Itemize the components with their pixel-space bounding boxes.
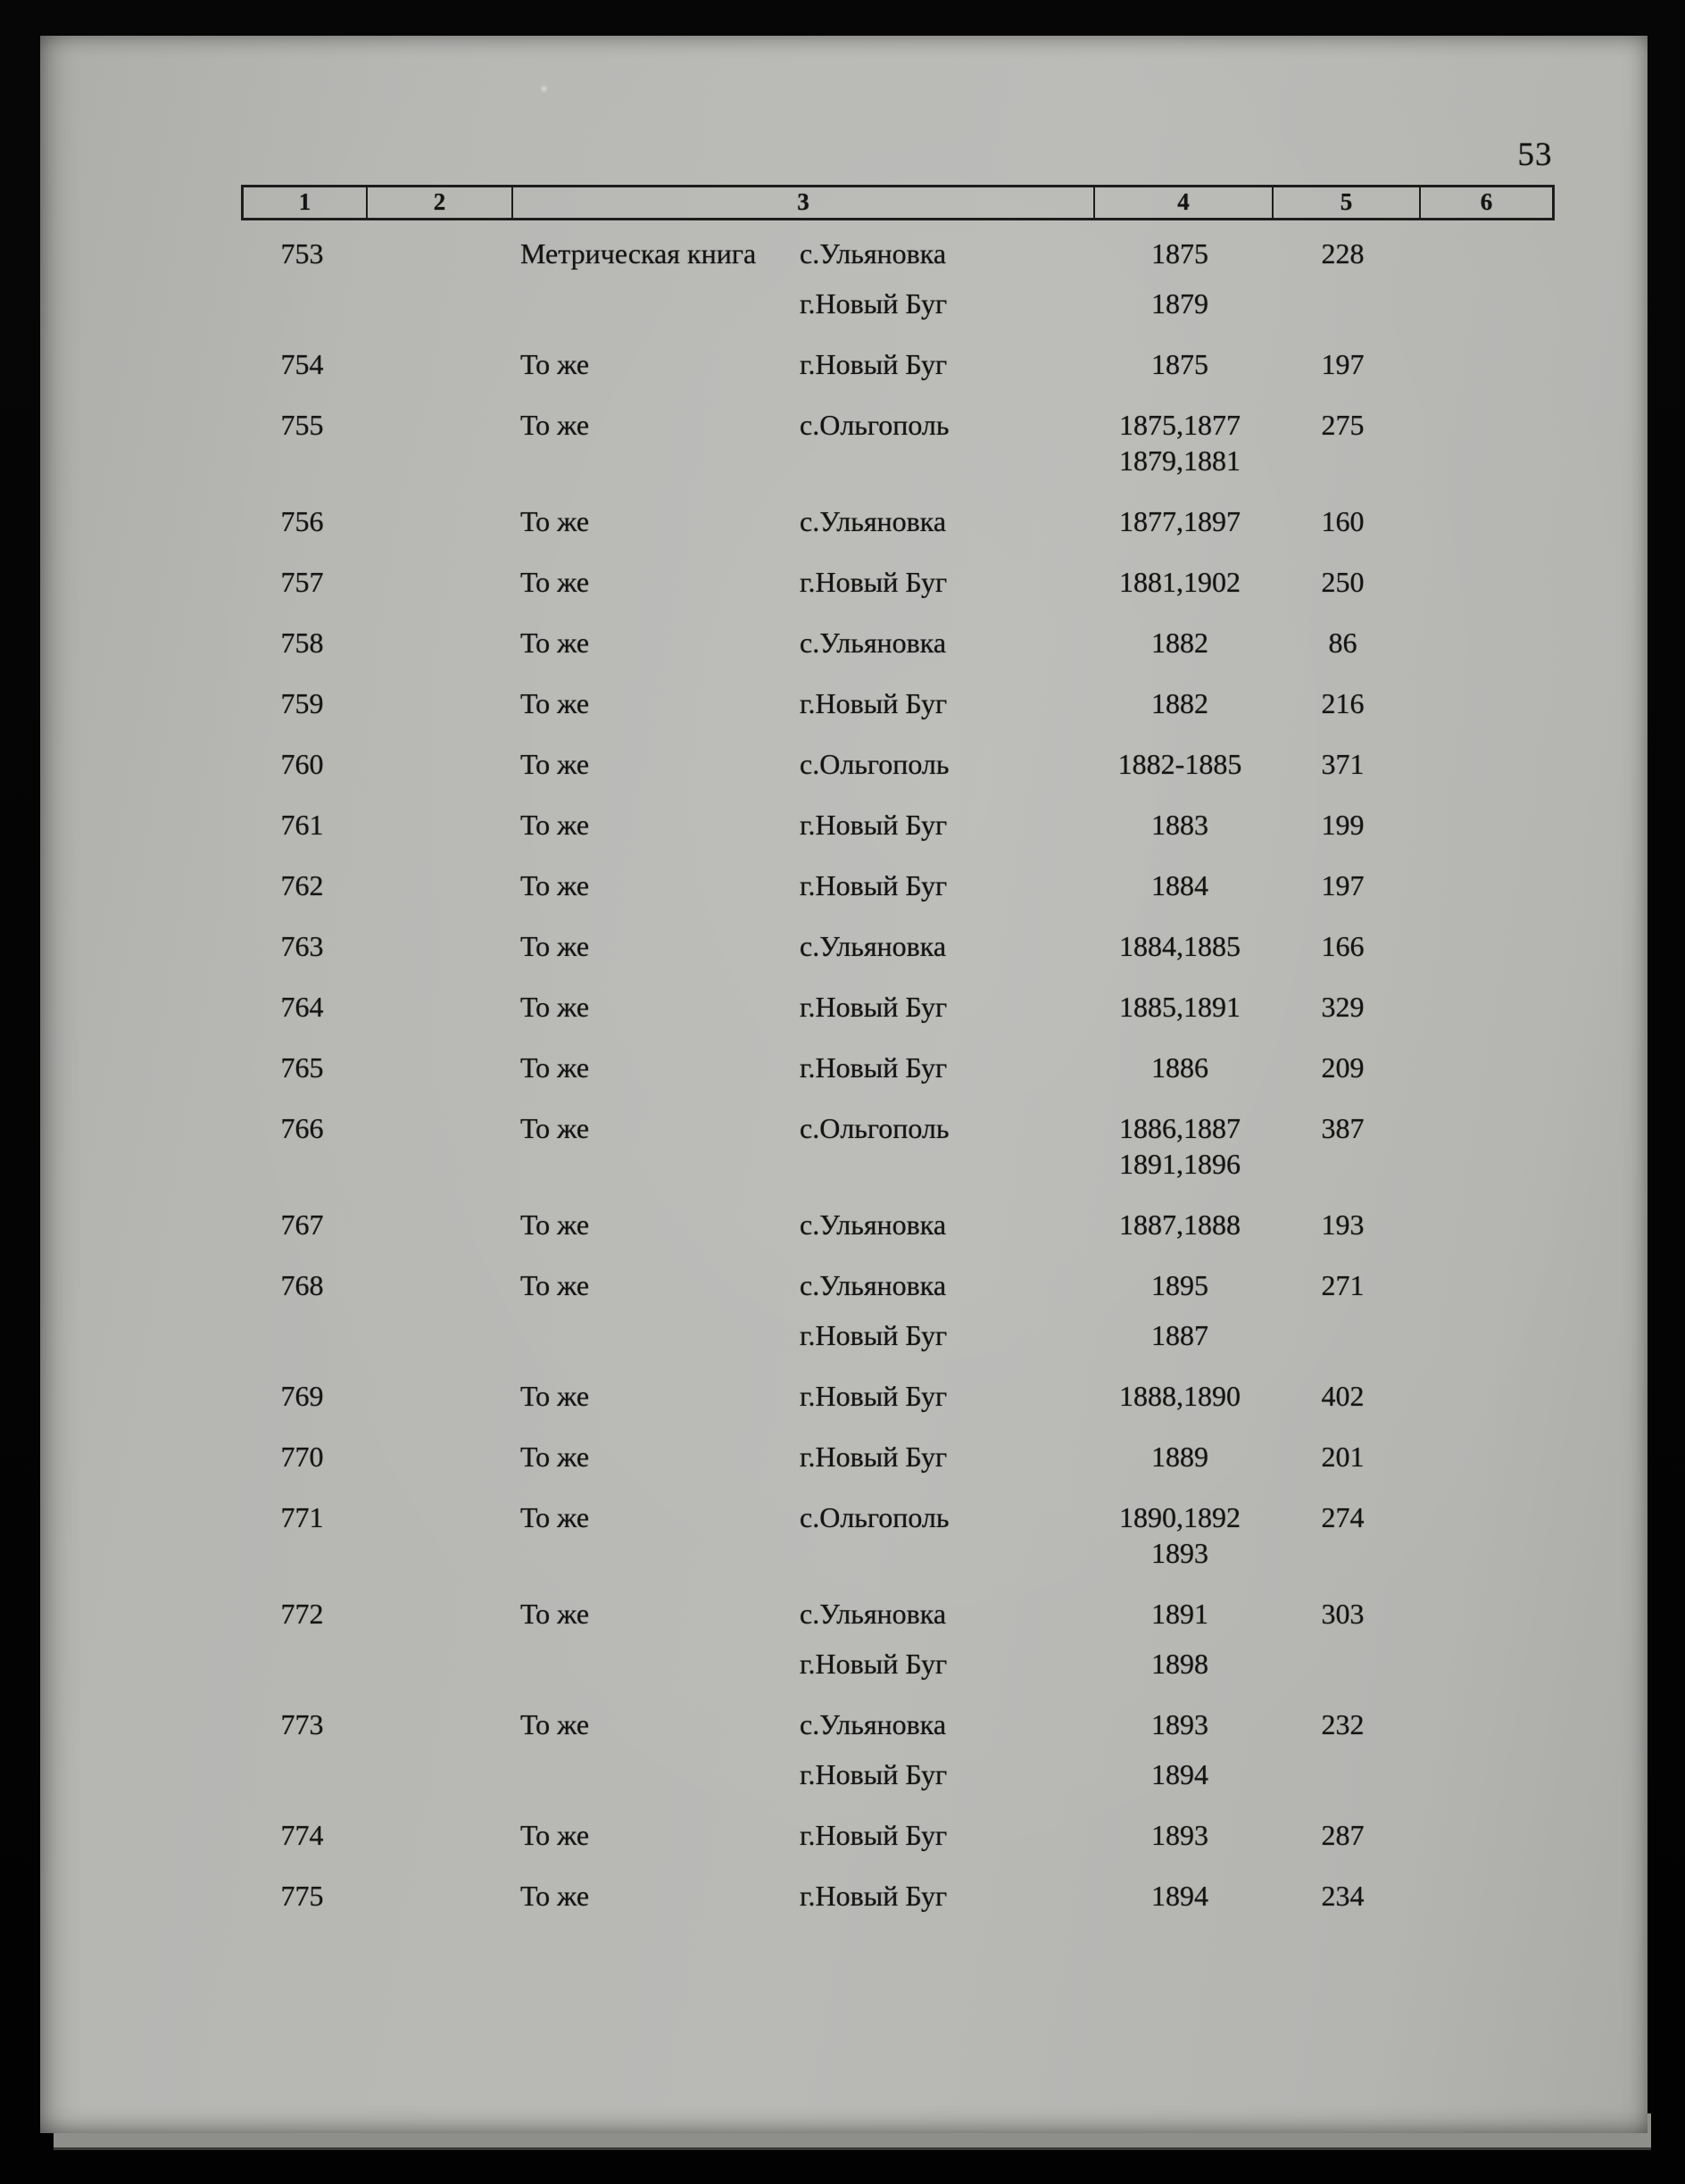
row-description: То же	[520, 505, 590, 537]
year-line: 1877,1897	[1119, 505, 1241, 537]
place-line: с.Ульяновка	[800, 505, 947, 537]
place-line: г.Новый Буг	[800, 348, 948, 380]
year-line: 1882-1885	[1117, 748, 1242, 780]
row-places	[800, 1050, 1091, 1085]
row-pages: 250	[1321, 566, 1365, 598]
row-places	[800, 746, 1091, 782]
table-row	[241, 1110, 1555, 1182]
row-places	[800, 1499, 1091, 1535]
table-row	[241, 1878, 1555, 1914]
year-line: 1890,1892	[1119, 1501, 1241, 1533]
row-description: То же	[520, 409, 590, 441]
row-years	[1091, 1878, 1269, 1914]
row-years	[1091, 746, 1269, 782]
row-places	[800, 868, 1091, 903]
year-line: 1886	[1151, 1051, 1208, 1084]
row-number: 761	[280, 809, 324, 841]
row-years	[1091, 564, 1269, 600]
row-places	[800, 1439, 1091, 1474]
table-row	[241, 807, 1555, 843]
row-description: То же	[520, 566, 590, 598]
row-years	[1091, 1378, 1269, 1414]
row-places	[800, 1110, 1091, 1146]
row-years	[1091, 346, 1269, 382]
row-number: 773	[280, 1708, 324, 1740]
row-description: То же	[520, 1441, 590, 1473]
place-line: г.Новый Буг	[800, 287, 948, 320]
row-places	[800, 346, 1091, 382]
place-line: г.Новый Буг	[800, 1441, 948, 1473]
row-description: То же	[520, 687, 590, 719]
year-line: 1891	[1151, 1598, 1208, 1630]
column-header-1: 1	[298, 188, 311, 215]
row-years	[1091, 1207, 1269, 1242]
year-line: 1875	[1151, 348, 1208, 380]
row-pages: 275	[1321, 409, 1365, 441]
row-pages: 329	[1321, 991, 1365, 1023]
row-number: 764	[280, 991, 324, 1023]
row-description: То же	[520, 627, 590, 659]
row-pages: 201	[1321, 1441, 1365, 1473]
row-description: То же	[520, 1380, 590, 1412]
place-line: г.Новый Буг	[800, 687, 948, 719]
page-number: 53	[1517, 137, 1553, 173]
table-row	[241, 1707, 1555, 1792]
row-description: То же	[520, 991, 590, 1023]
row-description: То же	[520, 1708, 590, 1740]
row-number: 771	[280, 1501, 324, 1533]
row-pages: 193	[1321, 1208, 1365, 1241]
table-row	[241, 503, 1555, 539]
row-pages: 209	[1321, 1051, 1365, 1084]
row-years	[1091, 1439, 1269, 1474]
row-pages: 166	[1321, 930, 1365, 962]
year-line: 1884	[1151, 869, 1208, 901]
row-years	[1091, 625, 1269, 660]
place-line: г.Новый Буг	[800, 1051, 948, 1084]
place-line: с.Ульяновка	[800, 930, 947, 962]
row-description: То же	[520, 1112, 590, 1144]
table-row	[241, 1439, 1555, 1474]
year-line: 1898	[1151, 1648, 1208, 1680]
row-description: То же	[520, 1051, 590, 1084]
row-years	[1091, 1596, 1269, 1682]
row-pages: 371	[1321, 748, 1365, 780]
table-header-row	[241, 185, 1555, 220]
year-line: 1893	[1151, 1819, 1208, 1851]
row-pages: 197	[1321, 869, 1365, 901]
row-number: 775	[280, 1880, 324, 1912]
row-years	[1091, 1817, 1269, 1853]
place-line: с.Ульяновка	[800, 1208, 947, 1241]
row-pages: 387	[1321, 1112, 1365, 1144]
table-row	[241, 1817, 1555, 1853]
year-line: 1895	[1151, 1269, 1208, 1301]
row-places	[800, 564, 1091, 600]
place-line: г.Новый Буг	[800, 1380, 948, 1412]
row-number: 769	[280, 1380, 324, 1412]
year-line: 1882	[1151, 687, 1208, 719]
place-line: с.Ольгополь	[800, 1112, 950, 1144]
row-years	[1091, 1050, 1269, 1085]
place-line: с.Ульяновка	[800, 1708, 947, 1740]
row-number: 755	[280, 409, 324, 441]
row-years	[1091, 1499, 1269, 1571]
row-description: То же	[520, 809, 590, 841]
year-line: 1886,1887	[1119, 1112, 1241, 1144]
year-line: 1881,1902	[1119, 566, 1241, 598]
table-body	[241, 236, 1555, 1939]
row-description: То же	[520, 1880, 590, 1912]
row-description: То же	[520, 1598, 590, 1630]
row-description: То же	[520, 1269, 590, 1301]
row-pages: 216	[1321, 687, 1365, 719]
table-row	[241, 625, 1555, 660]
place-line: г.Новый Буг	[800, 809, 948, 841]
row-pages: 402	[1321, 1380, 1365, 1412]
place-line: г.Новый Буг	[800, 566, 948, 598]
table-row	[241, 236, 1555, 321]
place-line: г.Новый Буг	[800, 1648, 948, 1680]
year-line: 1889	[1151, 1441, 1208, 1473]
table-row	[241, 564, 1555, 600]
place-line: г.Новый Буг	[800, 991, 948, 1023]
row-number: 760	[280, 748, 324, 780]
row-places	[800, 1817, 1091, 1853]
row-places	[800, 685, 1091, 721]
table-row	[241, 746, 1555, 782]
table-row	[241, 989, 1555, 1025]
row-years	[1091, 503, 1269, 539]
row-pages: 199	[1321, 809, 1365, 841]
year-line: 1875,1877	[1119, 409, 1241, 441]
row-years	[1091, 1110, 1269, 1182]
place-line: г.Новый Буг	[800, 1758, 948, 1790]
year-line: 1883	[1151, 809, 1208, 841]
table-row	[241, 1050, 1555, 1085]
row-pages: 86	[1328, 627, 1357, 659]
document-page	[40, 36, 1648, 2133]
row-description: Метрическая книга	[520, 237, 757, 270]
year-line: 1879	[1151, 287, 1208, 320]
year-line: 1894	[1151, 1880, 1208, 1912]
year-line: 1882	[1151, 627, 1208, 659]
year-line: 1891,1896	[1119, 1148, 1241, 1180]
row-number: 768	[280, 1269, 324, 1301]
row-places	[800, 928, 1091, 964]
row-places	[800, 625, 1091, 660]
year-line: 1887,1888	[1119, 1208, 1241, 1241]
row-years	[1091, 1707, 1269, 1792]
row-places	[800, 407, 1091, 443]
place-line: с.Ульяновка	[800, 1598, 947, 1630]
table-row	[241, 1207, 1555, 1242]
column-header-2: 2	[366, 187, 511, 218]
row-years	[1091, 807, 1269, 843]
row-places	[800, 236, 1091, 321]
row-years	[1091, 236, 1269, 321]
row-places	[800, 1707, 1091, 1792]
row-places	[800, 1207, 1091, 1242]
row-description: То же	[520, 1819, 590, 1851]
row-pages: 287	[1321, 1819, 1365, 1851]
row-years	[1091, 868, 1269, 903]
row-number: 759	[280, 687, 324, 719]
row-places	[800, 1267, 1091, 1353]
year-line: 1888,1890	[1119, 1380, 1241, 1412]
row-places	[800, 1378, 1091, 1414]
row-number: 756	[280, 505, 324, 537]
row-number: 767	[280, 1208, 324, 1241]
row-pages: 228	[1321, 237, 1365, 270]
table-row	[241, 1596, 1555, 1682]
row-years	[1091, 407, 1269, 478]
row-number: 766	[280, 1112, 324, 1144]
year-line: 1893	[1151, 1708, 1208, 1740]
row-places	[800, 989, 1091, 1025]
row-number: 758	[280, 627, 324, 659]
column-header-4: 4	[1093, 187, 1272, 218]
place-line: с.Ульяновка	[800, 1269, 947, 1301]
row-pages: 303	[1321, 1598, 1365, 1630]
table-row	[241, 1267, 1555, 1353]
place-line: г.Новый Буг	[800, 1319, 948, 1351]
row-places	[800, 1878, 1091, 1914]
column-header-5: 5	[1272, 187, 1419, 218]
row-places	[800, 503, 1091, 539]
row-pages: 274	[1321, 1501, 1365, 1533]
row-number: 763	[280, 930, 324, 962]
row-number: 765	[280, 1051, 324, 1084]
table-row	[241, 1378, 1555, 1414]
row-pages: 160	[1321, 505, 1365, 537]
row-number: 753	[280, 237, 324, 270]
place-line: с.Ульяновка	[800, 627, 947, 659]
place-line: г.Новый Буг	[800, 869, 948, 901]
row-number: 762	[280, 869, 324, 901]
year-line: 1879,1881	[1119, 444, 1241, 477]
year-line: 1884,1885	[1119, 930, 1241, 962]
place-line: г.Новый Буг	[800, 1819, 948, 1851]
row-number: 772	[280, 1598, 324, 1630]
table-row	[241, 346, 1555, 382]
place-line: г.Новый Буг	[800, 1880, 948, 1912]
row-pages: 234	[1321, 1880, 1365, 1912]
row-number: 770	[280, 1441, 324, 1473]
table-row	[241, 868, 1555, 903]
paper-speck	[540, 85, 548, 93]
row-places	[800, 1596, 1091, 1682]
place-line: с.Ольгополь	[800, 1501, 950, 1533]
row-years	[1091, 989, 1269, 1025]
place-line: с.Ольгополь	[800, 409, 950, 441]
row-pages: 271	[1321, 1269, 1365, 1301]
row-pages: 197	[1321, 348, 1365, 380]
row-number: 754	[280, 348, 324, 380]
place-line: с.Ольгополь	[800, 748, 950, 780]
row-description: То же	[520, 1501, 590, 1533]
row-description: То же	[520, 748, 590, 780]
row-description: То же	[520, 869, 590, 901]
year-line: 1875	[1151, 237, 1208, 270]
place-line: с.Ульяновка	[800, 237, 947, 270]
table-row	[241, 928, 1555, 964]
row-number: 774	[280, 1819, 324, 1851]
row-years	[1091, 1267, 1269, 1353]
row-description: То же	[520, 1208, 590, 1241]
year-line: 1885,1891	[1119, 991, 1241, 1023]
table-row	[241, 407, 1555, 478]
row-number: 757	[280, 566, 324, 598]
row-places	[800, 807, 1091, 843]
row-years	[1091, 928, 1269, 964]
table-row	[241, 685, 1555, 721]
row-pages: 232	[1321, 1708, 1365, 1740]
row-description: То же	[520, 348, 590, 380]
row-description: То же	[520, 930, 590, 962]
year-line: 1894	[1151, 1758, 1208, 1790]
year-line: 1893	[1151, 1537, 1208, 1569]
column-header-6: 6	[1419, 187, 1552, 218]
row-years	[1091, 685, 1269, 721]
table-row	[241, 1499, 1555, 1571]
year-line: 1887	[1151, 1319, 1208, 1351]
column-header-3: 3	[511, 187, 1093, 218]
